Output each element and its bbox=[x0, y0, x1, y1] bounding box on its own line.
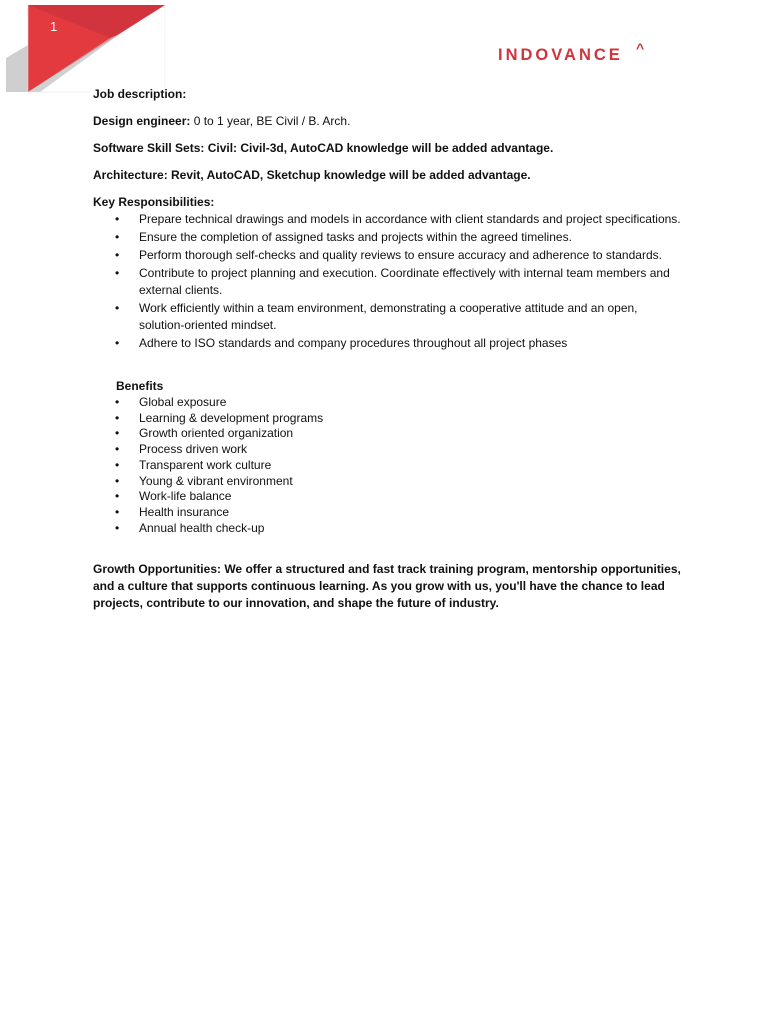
bullet-icon: • bbox=[115, 504, 120, 519]
list-item bbox=[93, 229, 683, 246]
bullet-icon: • bbox=[115, 230, 120, 244]
list-item bbox=[93, 265, 683, 299]
list-item-text: Work efficiently within a team environment, demonstrating a cooperative attitude and an open, solution-oriented mindset. bbox=[139, 301, 638, 332]
list-item bbox=[93, 247, 683, 264]
benefits-list bbox=[93, 395, 683, 536]
software-skills-line: Software Skill Sets: Civil: Civil-3d, AutoCAD knowledge will be added advantage. bbox=[93, 141, 554, 155]
list-item-text: Young & vibrant environment bbox=[139, 473, 293, 488]
bullet-icon: • bbox=[115, 410, 120, 425]
bullet-icon: • bbox=[115, 248, 120, 262]
logo-caret-mark: ^ bbox=[636, 40, 645, 56]
list-item-text: Ensure the completion of assigned tasks and projects within the agreed timelines. bbox=[139, 230, 572, 244]
list-item bbox=[93, 505, 683, 521]
list-item-text: Process driven work bbox=[139, 442, 248, 457]
benefits-title: Benefits bbox=[116, 379, 164, 393]
bullet-icon: • bbox=[115, 395, 120, 409]
list-item-text: Health insurance bbox=[139, 504, 230, 519]
list-item-text: Global exposure bbox=[139, 395, 227, 409]
bullet-icon: • bbox=[115, 266, 120, 280]
list-item-text: Annual health check-up bbox=[139, 520, 265, 535]
bullet-icon: • bbox=[115, 301, 120, 315]
design-engineer-line bbox=[93, 113, 683, 130]
list-item bbox=[93, 458, 683, 474]
page-number: 1 bbox=[50, 19, 58, 34]
list-item bbox=[93, 300, 683, 334]
company-logo: INDOVANCE bbox=[498, 46, 623, 64]
list-item-text: Growth oriented organization bbox=[139, 426, 294, 441]
corner-graphic bbox=[0, 0, 170, 100]
list-item bbox=[93, 521, 683, 537]
responsibilities-title: Key Responsibilities: bbox=[93, 195, 215, 209]
list-item bbox=[93, 335, 683, 352]
document-body bbox=[93, 86, 683, 612]
responsibilities-list bbox=[93, 211, 683, 352]
bullet-icon: • bbox=[115, 457, 120, 472]
list-item-text: Learning & development programs bbox=[139, 410, 324, 425]
list-item-text: Perform thorough self-checks and quality reviews to ensure accuracy and adherence to standards. bbox=[139, 248, 662, 262]
bullet-icon: • bbox=[115, 212, 120, 226]
list-item bbox=[93, 442, 683, 458]
list-item-text: Prepare technical drawings and models in accordance with client standards and project specifications. bbox=[139, 212, 681, 226]
job-description-heading: Job description: bbox=[93, 87, 187, 101]
list-item bbox=[93, 395, 683, 411]
design-engineer-value: 0 to 1 year, BE Civil / B. Arch. bbox=[190, 114, 351, 128]
list-item-text: Contribute to project planning and execution. Coordinate effectively with internal team members and external clients. bbox=[139, 266, 670, 297]
growth-opportunities-paragraph: Growth Opportunities: We offer a structured and fast track training program, mentorship opportunities, and a culture that supports continuous learning. As you grow with us, you'll have the chance to lead projects, contribute to our innovation, and shape the future of industry. bbox=[93, 562, 681, 611]
bullet-icon: • bbox=[115, 489, 120, 504]
bullet-icon: • bbox=[115, 520, 120, 535]
design-engineer-label: Design engineer: bbox=[93, 114, 191, 128]
list-item bbox=[93, 411, 683, 427]
list-item bbox=[93, 489, 683, 505]
bullet-icon: • bbox=[115, 336, 120, 350]
list-item bbox=[93, 426, 683, 442]
list-item-text: Adhere to ISO standards and company procedures throughout all project phases bbox=[139, 336, 568, 350]
architecture-line: Architecture: Revit, AutoCAD, Sketchup knowledge will be added advantage. bbox=[93, 168, 531, 182]
list-item bbox=[93, 474, 683, 490]
bullet-icon: • bbox=[115, 442, 120, 457]
bullet-icon: • bbox=[115, 426, 120, 441]
list-item-text: Work-life balance bbox=[139, 489, 232, 504]
list-item bbox=[93, 211, 683, 228]
list-item-text: Transparent work culture bbox=[139, 457, 272, 472]
bullet-icon: • bbox=[115, 473, 120, 488]
